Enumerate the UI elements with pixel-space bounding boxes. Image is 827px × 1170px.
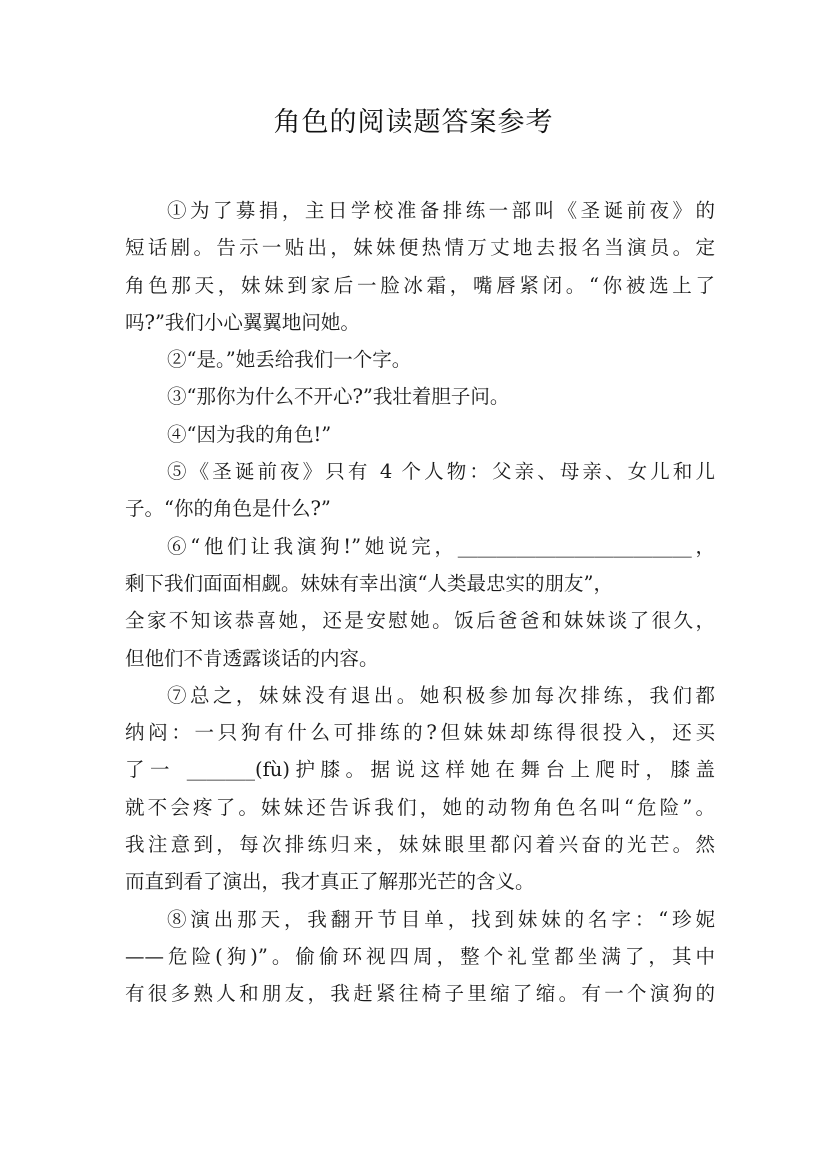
text-line: 有很多熟人和朋友，我赶紧往椅子里缩了缩。有一个演狗的 xyxy=(125,982,715,1006)
text-line: 但他们不肯透露谈话的内容。 xyxy=(125,646,379,670)
text-line: ⑥“他们让我演狗!”她说完，________________________， xyxy=(167,534,715,558)
text-line: ⑦总之，妹妹没有退出。她积极参加每次排练，我们都 xyxy=(167,683,715,707)
text-line: 吗?”我们小心翼翼地问她。 xyxy=(125,310,360,334)
text-line: ④“因为我的角色!” xyxy=(167,422,332,446)
text-line: ——危险(狗)”。偷偷环视四周，整个礼堂都坐满了，其中 xyxy=(125,944,715,968)
text-line: 纳闷：一只狗有什么可排练的?但妹妹却练得很投入，还买 xyxy=(125,721,715,745)
text-line: ②“是。”她丢给我们一个字。 xyxy=(167,348,412,372)
text-line: 我注意到，每次排练归来，妹妹眼里都闪着兴奋的光芒。然 xyxy=(125,833,715,857)
text-line: 就不会疼了。妹妹还告诉我们，她的动物角色名叫“危险”。 xyxy=(125,795,715,819)
text-line: 子。“你的角色是什么?” xyxy=(125,497,331,521)
text-line: 角色那天，妹妹到家后一脸冰霜，嘴唇紧闭。“你被选上了 xyxy=(125,273,715,297)
text-line: ①为了募捐，主日学校准备排练一部叫《圣诞前夜》的 xyxy=(167,199,715,222)
text-line: 了一 _______(fù)护膝。据说这样她在舞台上爬时，膝盖 xyxy=(125,758,715,782)
text-line: 而直到看了演出，我才真正了解那光芒的含义。 xyxy=(125,870,535,894)
text-line: ③“那你为什么不开心?”我壮着胆子问。 xyxy=(167,385,510,409)
text-line: 全家不知该恭喜她，还是安慰她。饭后爸爸和妹妹谈了很久， xyxy=(125,609,715,633)
text-line: ⑧演出那天，我翻开节目单，找到妹妹的名字：“珍妮 xyxy=(167,907,715,931)
document-body xyxy=(125,192,715,1013)
text-line: ⑤《圣诞前夜》只有 4 个人物：父亲、母亲、女儿和儿 xyxy=(167,460,715,484)
text-line: 剩下我们面面相觑。妹妹有幸出演“人类最忠实的朋友”， xyxy=(125,571,613,595)
text-line: 短话剧。告示一贴出，妹妹便热情万丈地去报名当演员。定 xyxy=(125,236,715,260)
document-title: 角色的阅读题答案参考 xyxy=(273,107,554,138)
